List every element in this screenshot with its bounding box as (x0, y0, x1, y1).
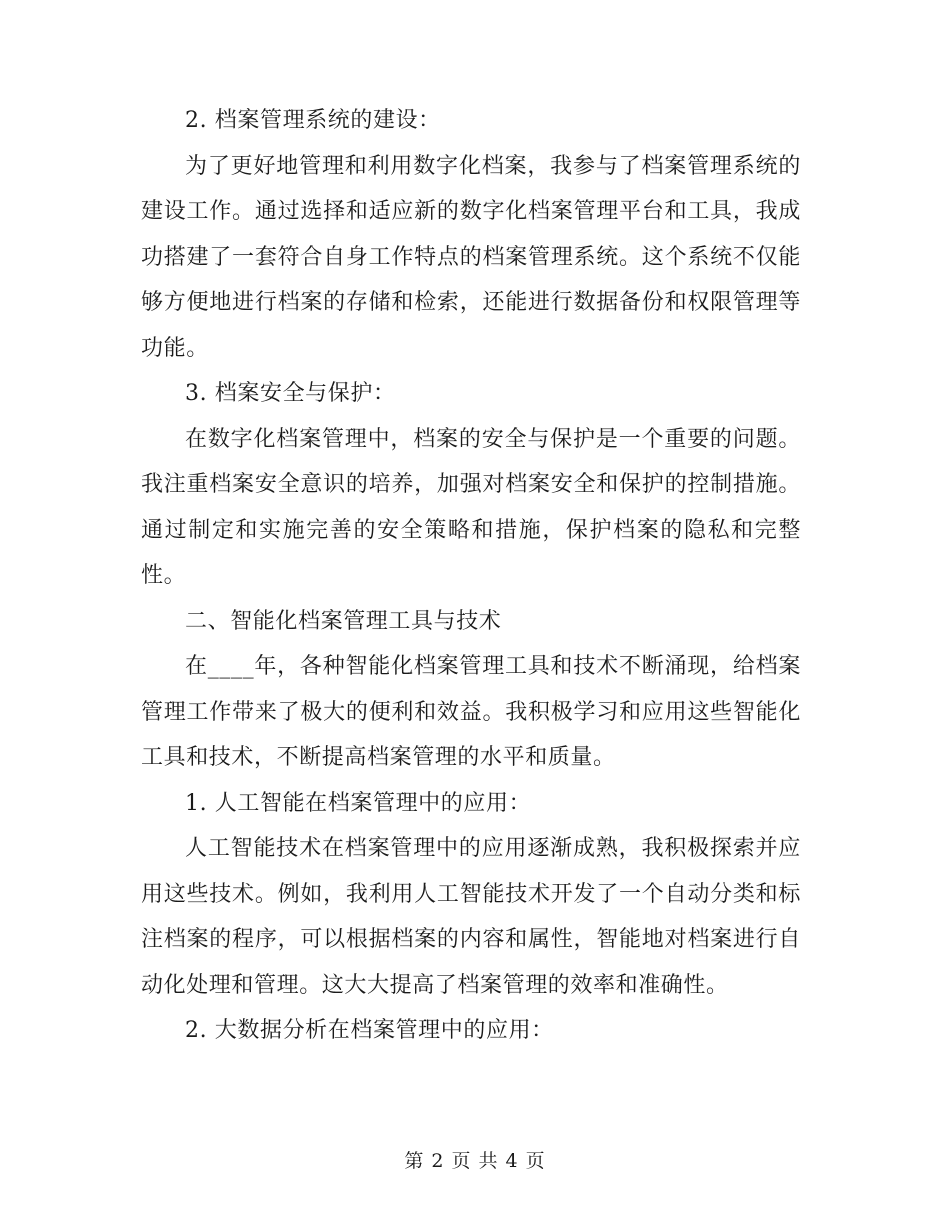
section-heading: 2. 档案管理系统的建设： (185, 108, 441, 133)
section-heading: 1. 人工智能在档案管理中的应用： (185, 790, 532, 816)
body-paragraph: 人工智能技术在档案管理中的应用逐渐成熟，我积极探索并应用这些技术。例如，我利用人工智能技术开发了一个自动分类和标注档案的程序，可以根据档案的内容和属性，智能地对档案进行自动化处理和管理。这大大提高了档案管理的效率和准确性。 (141, 836, 801, 998)
body-paragraph: 为了更好地管理和利用数字化档案，我参与了档案管理系统的建设工作。通过选择和适应新的数字化档案管理平台和工具，我成功搭建了一套符合自身工作特点的档案管理系统。这个系统不仅能够方便地进行档案的存储和检索，还能进行数据备份和权限管理等功能。 (141, 153, 801, 361)
section-heading: 3. 档案安全与保护： (185, 381, 396, 406)
page-footer: 第 2 页 共 4 页 (404, 1150, 546, 1172)
section-heading: 2. 大数据分析在档案管理中的应用： (185, 1018, 554, 1043)
body-paragraph: 在数字化档案管理中，档案的安全与保护是一个重要的问题。我注重档案安全意识的培养，加强对档案安全和保护的控制措施。通过制定和实施完善的安全策略和措施，保护档案的隐私和完整性。 (141, 426, 801, 588)
document-body (141, 98, 801, 1054)
body-paragraph: 在____年，各种智能化档案管理工具和技术不断涌现，给档案管理工作带来了极大的便利和效益。我积极学习和应用这些智能化工具和技术，不断提高档案管理的水平和质量。 (141, 654, 801, 770)
chapter-heading: 二、智能化档案管理工具与技术 (185, 608, 502, 634)
